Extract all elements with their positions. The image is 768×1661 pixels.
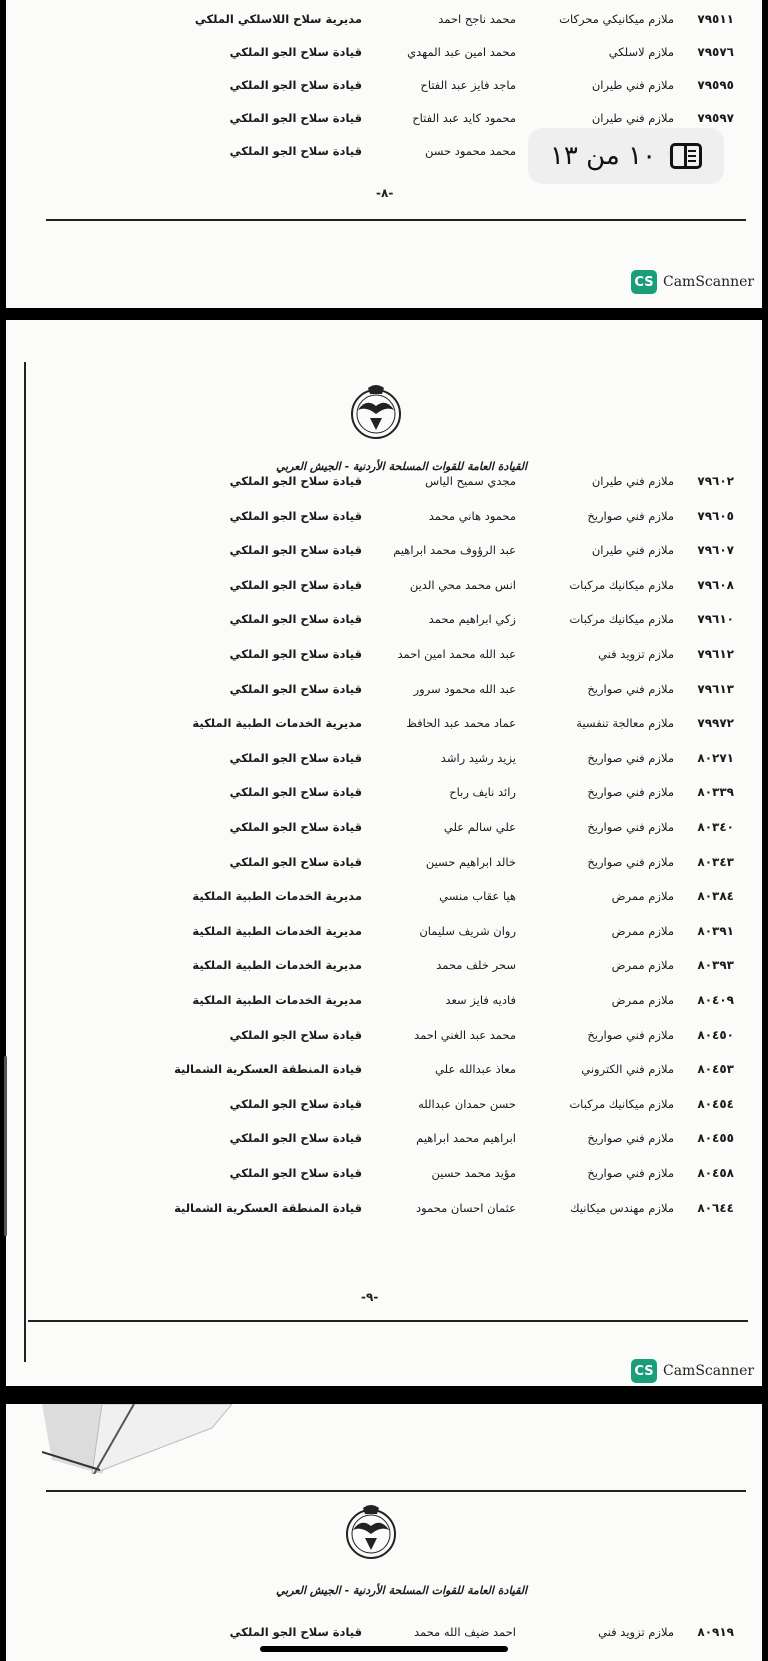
unit-name: قيادة المنطقة العسكرية الشمالية [174,1200,362,1215]
person-name: علي سالم علي [443,820,516,834]
person-name: محمود هاني محمد [428,508,516,523]
rank-specialty: ملازم فني صواريخ [587,508,674,523]
rank-specialty: ملازم ممرض [611,889,674,904]
rank-specialty: ملازم فني صواريخ [587,854,674,869]
rank-specialty: ملازم فني صواريخ [587,1027,674,1042]
service-number: ٨٠٣٩١ [697,923,734,938]
person-name: حسن حمدان عبدالله [418,1096,516,1111]
rank-specialty: ملازم ميكانيكي محركات [559,12,674,26]
camscanner-label: CamScanner [663,1363,755,1379]
person-name: عبد الله محمد امين احمد [397,647,516,661]
person-name: ماجد فايز عبد الفتاح [420,78,516,92]
person-name: عبد الرؤوف محمد ابراهيم [393,543,516,558]
divider [46,1490,746,1492]
person-name: محمد عبد الغني احمد [414,1027,516,1042]
table-row [6,955,762,977]
person-name: زكي ابراهيم محمد [428,612,516,627]
unit-name: قيادة سلاح الجو الملكي [229,820,362,834]
service-number: ٨٠٩١٩ [697,1625,734,1639]
rank-specialty: ملازم فني طيران [591,78,674,92]
table-row [6,9,762,31]
person-name: عماد محمد عبد الحافظ [406,716,516,731]
table-row [6,1025,762,1047]
army-emblem-icon [341,1500,401,1560]
service-number: ٨٠٤٥٤ [697,1096,734,1111]
header-title: القيادة العامة للقوات المسلحة الأردنية - الجيش العربي [276,460,528,473]
service-number: ٨٠٣٤٠ [697,820,734,834]
service-number: ٧٩٥١١ [697,12,734,26]
person-name: معاذ عبدالله علي [435,1062,516,1077]
table-row [6,921,762,943]
table-row [6,471,762,493]
unit-name: مديرية الخدمات الطبية الملكية [192,889,362,904]
unit-name: قيادة سلاح الجو الملكي [229,1131,362,1146]
person-name: محمود كايد عبد الفتاح [412,111,516,125]
person-name: روان شريف سليمان [419,923,516,938]
table-row [6,817,762,839]
person-name: خالد ابراهيم حسين [425,854,516,869]
person-name: فاديه فايز سعد [445,993,516,1007]
unit-name: مديرية الخدمات الطبية الملكية [192,993,362,1007]
service-number: ٧٩٦١٢ [697,647,734,661]
service-number: ٧٩٦٠٥ [697,508,734,523]
service-number: ٧٩٦٠٧ [697,543,734,558]
unit-name: قيادة سلاح الجو الملكي [229,577,362,592]
service-number: ٨٠٢٧١ [697,750,734,765]
book-open-icon[interactable] [670,143,702,169]
table-row [6,75,762,97]
rank-specialty: ملازم فني صواريخ [587,681,674,696]
person-name: انس محمد محي الدين [409,577,516,592]
unit-name: قيادة سلاح الجو الملكي [229,474,362,488]
person-name: ابراهيم محمد ابراهيم [416,1131,516,1146]
service-number: ٨٠٤٥٥ [697,1131,734,1146]
person-name: محمد محمود حسن [425,144,516,158]
page-number: -٩- [361,1290,379,1304]
rank-specialty: ملازم فني طيران [591,543,674,558]
page-indicator-text: ١٠ من ١٣ [549,141,657,171]
service-number: ٧٩٥٩٥ [697,78,734,92]
service-number: ٧٩٩٧٢ [697,716,734,731]
page-indicator-badge[interactable] [528,128,724,184]
service-number: ٧٩٦١٠ [697,612,734,627]
rank-specialty: ملازم فني طيران [591,111,674,125]
person-name: مجدي سميح الياس [425,474,516,488]
unit-name: قيادة سلاح الجو الملكي [229,45,362,59]
table-row [6,679,762,701]
service-number: ٨٠٤٥٠ [697,1027,734,1042]
unit-name: قيادة سلاح الجو الملكي [229,111,362,125]
rank-specialty: ملازم ممرض [611,923,674,938]
person-name: محمد ناجح احمد [438,12,516,26]
table-row [6,782,762,804]
camscanner-logo: CS [631,1359,657,1383]
army-emblem-icon [346,380,406,440]
table-row [6,713,762,735]
rank-specialty: ملازم ممرض [611,993,674,1007]
unit-name: مديرية سلاح اللاسلكي الملكي [194,12,362,26]
unit-name: قيادة سلاح الجو الملكي [229,1166,362,1180]
rank-specialty: ملازم تزويد فني [598,647,674,661]
service-number: ٨٠٦٤٤ [697,1200,734,1215]
unit-name: قيادة سلاح الجو الملكي [229,1027,362,1042]
rank-specialty: ملازم ميكانيك مركبات [569,1096,674,1111]
table-row [6,644,762,666]
service-number: ٨٠٤٥٨ [697,1166,734,1180]
unit-name: قيادة سلاح الجو الملكي [229,854,362,869]
table-row [6,1094,762,1116]
rank-specialty: ملازم ميكانيك مركبات [569,612,674,627]
table-row [6,1163,762,1185]
person-name: مؤيد محمد حسين [431,1166,516,1180]
unit-name: مديرية الخدمات الطبية الملكية [192,716,362,731]
paper-stack-image [42,1404,232,1474]
camscanner-logo: CS [631,270,657,294]
rank-specialty: ملازم فني صواريخ [587,785,674,800]
table-row [6,748,762,770]
unit-name: مديرية الخدمات الطبية الملكية [192,958,362,973]
table-row [6,990,762,1012]
page-number: -٨- [376,186,394,200]
table-row [6,575,762,597]
service-number: ٨٠٤٠٩ [697,993,734,1007]
document-page-3 [6,1404,762,1661]
unit-name: قيادة سلاح الجو الملكي [229,78,362,92]
header-title: القيادة العامة للقوات المسلحة الأردنية - الجيش العربي [276,1584,528,1597]
rank-specialty: ملازم ميكانيك مركبات [569,577,674,592]
table-row [6,506,762,528]
person-name: محمد امين عبد المهدي [407,45,516,59]
table-row [6,1128,762,1150]
unit-name: قيادة سلاح الجو الملكي [229,647,362,661]
service-number: ٨٠٣٨٤ [697,889,734,904]
person-name: هيا عقاب منسي [439,889,516,904]
table-row [6,852,762,874]
rank-specialty: ملازم فني صواريخ [587,1131,674,1146]
unit-name: قيادة سلاح الجو الملكي [229,750,362,765]
unit-name: قيادة سلاح الجو الملكي [229,785,362,800]
service-number: ٧٩٦٠٨ [697,577,734,592]
unit-name: مديرية الخدمات الطبية الملكية [192,923,362,938]
divider [46,219,746,221]
service-number: ٨٠٤٥٣ [697,1062,734,1077]
person-name: عثمان احسان محمود [415,1200,516,1215]
table-row [6,1622,762,1644]
table-row [6,108,762,130]
camscanner-label: CamScanner [663,274,755,290]
rank-specialty: ملازم لاسلكي [608,45,674,59]
unit-name: قيادة سلاح الجو الملكي [229,1625,362,1639]
service-number: ٨٠٣٤٣ [697,854,734,869]
home-indicator[interactable] [260,1646,508,1652]
rank-specialty: ملازم مهندس ميكانيك [570,1200,674,1215]
rank-specialty: ملازم فني صواريخ [587,750,674,765]
unit-name: قيادة سلاح الجو الملكي [229,543,362,558]
camscanner-watermark [631,1359,754,1383]
person-name: سحر خلف محمد [436,958,516,973]
rank-specialty: ملازم معالجة تنفسية [576,716,674,731]
divider [28,1320,748,1322]
table-row [6,1059,762,1081]
unit-name: قيادة سلاح الجو الملكي [229,1096,362,1111]
document-page-2 [6,320,762,1386]
service-number: ٧٩٦٠٢ [697,474,734,488]
service-number: ٨٠٣٣٩ [697,785,734,800]
table-row [6,609,762,631]
camscanner-watermark [631,270,754,294]
unit-name: قيادة سلاح الجو الملكي [229,681,362,696]
unit-name: قيادة المنطقة العسكرية الشمالية [174,1062,362,1077]
rank-specialty: ملازم فني الكتروني [581,1062,674,1077]
service-number: ٧٩٦١٣ [697,681,734,696]
person-name: يزيد رشيد راشد [440,750,516,765]
rank-specialty: ملازم ممرض [611,958,674,973]
service-number: ٧٩٥٧٦ [697,45,734,59]
person-name: رائد نايف رباح [449,785,516,800]
unit-name: قيادة سلاح الجو الملكي [229,612,362,627]
unit-name: قيادة سلاح الجو الملكي [229,508,362,523]
service-number: ٧٩٥٩٧ [697,111,734,125]
scrollbar[interactable] [4,1056,7,1236]
person-name: احمد ضيف الله محمد [413,1625,516,1639]
service-number: ٨٠٣٩٣ [697,958,734,973]
unit-name: قيادة سلاح الجو الملكي [229,144,362,158]
table-row [6,886,762,908]
rank-specialty: ملازم فني صواريخ [587,820,674,834]
table-row [6,42,762,64]
table-row [6,540,762,562]
table-row [6,1198,762,1220]
rank-specialty: ملازم فني صواريخ [587,1166,674,1180]
rank-specialty: ملازم تزويد فني [598,1625,674,1639]
person-name: عبد الله محمود سرور [413,681,516,696]
rank-specialty: ملازم فني طيران [591,474,674,488]
